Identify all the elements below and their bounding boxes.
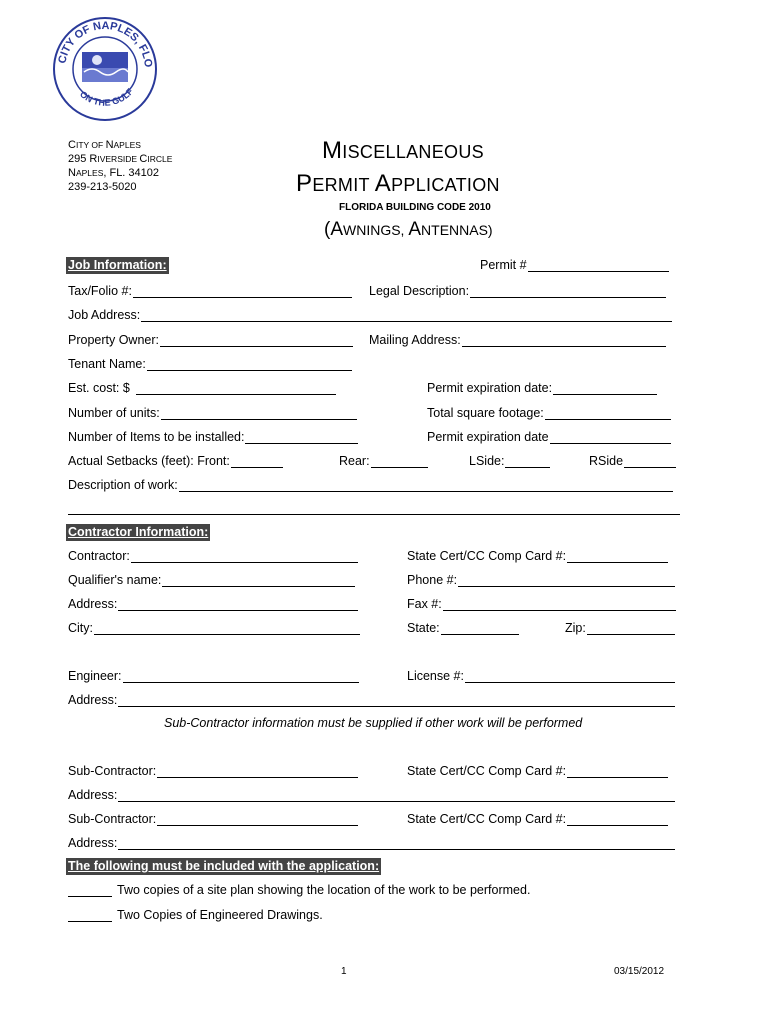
contractor-address-field[interactable] <box>68 597 358 611</box>
title-small: PPLICATION <box>391 175 500 195</box>
state-cert-line[interactable] <box>567 550 668 563</box>
contractor-line[interactable] <box>131 550 358 563</box>
qualifier-name-label: Qualifier's name: <box>68 573 162 587</box>
subcontractor-1-cert-field[interactable] <box>407 764 668 778</box>
property-owner-field[interactable] <box>68 333 353 347</box>
addr-small: IRCLE <box>147 154 173 164</box>
address-phone: 239-213-5020 <box>68 181 137 193</box>
state-label: State: <box>407 621 440 635</box>
permit-expiration-line-1[interactable] <box>553 382 657 395</box>
title-small: ISCELLANEOUS <box>342 142 484 162</box>
state-line[interactable] <box>441 622 519 635</box>
engineer-field[interactable] <box>68 669 359 683</box>
tax-folio-line[interactable] <box>133 285 352 298</box>
requirement-1-text: Two copies of a site plan showing the location of the work to be performed. <box>117 883 531 897</box>
tenant-name-label: Tenant Name: <box>68 357 146 371</box>
revision-date: 03/15/2012 <box>614 966 665 977</box>
qualifier-name-field[interactable] <box>68 573 355 587</box>
paren-small: NTENNAS) <box>421 222 493 238</box>
phone-label: Phone #: <box>407 573 458 587</box>
subcontractor-1-address-label: Address: <box>68 788 118 802</box>
addr-small: ITY OF <box>75 140 106 150</box>
engineer-line[interactable] <box>123 670 359 683</box>
addr-cap: 295 R <box>68 153 98 165</box>
property-owner-line[interactable] <box>160 334 353 347</box>
est-cost-field[interactable] <box>68 381 336 395</box>
state-cert-label: State Cert/CC Comp Card #: <box>407 549 567 563</box>
requirement-2-text: Two Copies of Engineered Drawings. <box>117 908 323 922</box>
subcontractor-2-cert-label: State Cert/CC Comp Card #: <box>407 812 567 826</box>
fax-line[interactable] <box>443 598 676 611</box>
addr-cap: C <box>68 139 76 151</box>
addr-text: , FL. 34102 <box>103 167 160 179</box>
addr-cap: C <box>139 153 148 165</box>
title-cap: M <box>322 137 343 164</box>
setbacks-rside-line[interactable] <box>624 455 676 468</box>
number-of-items-label: Number of Items to be installed: <box>68 430 245 444</box>
setbacks-front-label: Actual Setbacks (feet): Front: <box>68 454 230 468</box>
permit-expiration-label-2: Permit expiration date <box>427 430 549 444</box>
license-field[interactable] <box>407 669 675 683</box>
requirement-1-checkline[interactable] <box>68 884 112 897</box>
total-square-footage-line[interactable] <box>545 407 671 420</box>
seal-outer-text: CITY OF NAPLES, FLO <box>56 19 155 69</box>
subcontractor-2-field[interactable] <box>68 812 358 826</box>
title-cap: P <box>296 170 313 197</box>
addr-cap: N <box>105 139 114 151</box>
contractor-address-line[interactable] <box>118 598 358 611</box>
description-of-work-field[interactable] <box>68 478 673 492</box>
tenant-name-line[interactable] <box>147 358 352 371</box>
job-address-label: Job Address: <box>68 308 141 322</box>
subcontractor-note: Sub-Contractor information must be supplied if other work will be performed <box>164 716 583 730</box>
state-field[interactable] <box>407 621 519 635</box>
addr-small: APLES <box>75 168 104 178</box>
permit-type <box>324 219 493 241</box>
page-number: 1 <box>341 966 347 977</box>
city-line[interactable] <box>94 622 360 635</box>
permit-number-line[interactable] <box>528 259 669 272</box>
engineer-address-field[interactable] <box>68 693 675 707</box>
subcontractor-2-cert-line[interactable] <box>567 813 668 826</box>
requirement-item-2 <box>68 908 323 922</box>
license-line[interactable] <box>465 670 675 683</box>
subcontractor-1-label: Sub-Contractor: <box>68 764 157 778</box>
setbacks-lside-line[interactable] <box>505 455 550 468</box>
subcontractor-2-address-field[interactable] <box>68 836 675 850</box>
number-of-units-line[interactable] <box>161 407 357 420</box>
subcontractor-1-cert-line[interactable] <box>567 765 668 778</box>
requirement-2-checkline[interactable] <box>68 909 112 922</box>
permit-expiration-field-1[interactable] <box>427 381 657 395</box>
tax-folio-label: Tax/Folio #: <box>68 284 132 298</box>
subcontractor-2-cert-field[interactable] <box>407 812 668 826</box>
permit-expiration-label-1: Permit expiration date: <box>427 381 553 395</box>
est-cost-line[interactable] <box>136 382 336 395</box>
city-field[interactable] <box>68 621 360 635</box>
job-info-header: Job Information: <box>68 258 167 272</box>
subcontractor-1-address-line[interactable] <box>118 789 675 802</box>
setbacks-rear-field[interactable] <box>339 454 428 468</box>
requirement-item-1 <box>68 883 530 897</box>
addr-small: APLES <box>113 140 141 150</box>
subcontractor-1-address-field[interactable] <box>68 788 675 802</box>
title-cap: A <box>374 170 392 197</box>
subcontractor-1-line[interactable] <box>157 765 358 778</box>
permit-number-field[interactable] <box>480 258 669 272</box>
fax-label: Fax #: <box>407 597 442 611</box>
addr-cap: N <box>68 167 76 179</box>
setbacks-rside-label: RSide <box>589 454 624 468</box>
address-line-3 <box>68 166 159 180</box>
fax-field[interactable] <box>407 597 676 611</box>
setbacks-front-field[interactable] <box>68 454 283 468</box>
requirements-header: The following must be included with the application: <box>68 859 380 873</box>
zip-line[interactable] <box>587 622 675 635</box>
svg-text:ON THE GULF <box>78 86 135 108</box>
total-square-footage-field[interactable] <box>427 406 671 420</box>
legal-description-field[interactable] <box>369 284 666 298</box>
contractor-info-header: Contractor Information: <box>68 525 209 539</box>
number-of-units-field[interactable] <box>68 406 357 420</box>
title-small: ERMIT <box>312 175 375 195</box>
mailing-address-field[interactable] <box>369 333 666 347</box>
address-line-1 <box>68 138 141 152</box>
addr-small: IVERSIDE <box>97 154 140 164</box>
paren-cap: (A <box>324 219 343 240</box>
contractor-field[interactable] <box>68 549 358 563</box>
tenant-name-field[interactable] <box>68 357 352 371</box>
zip-label: Zip: <box>565 621 586 635</box>
setbacks-lside-field[interactable] <box>469 454 550 468</box>
setbacks-rside-field[interactable] <box>589 454 676 468</box>
phone-field[interactable] <box>407 573 675 587</box>
subcontractor-2-address-label: Address: <box>68 836 118 850</box>
legal-description-line[interactable] <box>470 285 666 298</box>
building-code: FLORIDA BUILDING CODE 2010 <box>339 202 491 213</box>
paren-cap: A <box>408 219 422 240</box>
phone-line[interactable] <box>458 574 675 587</box>
state-cert-field[interactable] <box>407 549 668 563</box>
est-cost-label: Est. cost: $ <box>68 381 130 395</box>
subcontractor-2-label: Sub-Contractor: <box>68 812 157 826</box>
city-label: City: <box>68 621 93 635</box>
qualifier-name-line[interactable] <box>162 574 355 587</box>
engineer-address-line[interactable] <box>118 694 675 707</box>
setbacks-lside-label: LSide: <box>469 454 505 468</box>
engineer-label: Engineer: <box>68 669 122 683</box>
subcontractor-1-cert-label: State Cert/CC Comp Card #: <box>407 764 567 778</box>
description-of-work-line-2[interactable] <box>68 514 680 515</box>
tax-folio-field[interactable] <box>68 284 352 298</box>
setbacks-rear-line[interactable] <box>371 455 428 468</box>
number-of-items-line[interactable] <box>245 431 358 444</box>
page-title-line-1 <box>322 137 484 165</box>
property-owner-label: Property Owner: <box>68 333 160 347</box>
setbacks-rear-label: Rear: <box>339 454 370 468</box>
permit-number-label: Permit # <box>480 258 527 272</box>
description-of-work-line[interactable] <box>179 479 673 492</box>
job-address-field[interactable] <box>68 308 672 322</box>
subcontractor-1-field[interactable] <box>68 764 358 778</box>
number-of-items-field[interactable] <box>68 430 358 444</box>
permit-expiration-line-2[interactable] <box>550 431 671 444</box>
contractor-address-label: Address: <box>68 597 118 611</box>
legal-description-label: Legal Description: <box>369 284 470 298</box>
description-of-work-label: Description of work: <box>68 478 178 492</box>
zip-field[interactable] <box>565 621 675 635</box>
page-title-line-2 <box>296 170 500 198</box>
total-square-footage-label: Total square footage: <box>427 406 544 420</box>
mailing-address-line[interactable] <box>462 334 666 347</box>
license-label: License #: <box>407 669 464 683</box>
city-seal <box>52 16 158 122</box>
subcontractor-2-line[interactable] <box>157 813 358 826</box>
permit-expiration-field-2[interactable] <box>427 430 671 444</box>
job-address-line[interactable] <box>141 309 672 322</box>
engineer-address-label: Address: <box>68 693 118 707</box>
paren-small: WNINGS, <box>343 222 409 238</box>
number-of-units-label: Number of units: <box>68 406 160 420</box>
mailing-address-label: Mailing Address: <box>369 333 461 347</box>
address-line-2 <box>68 152 172 166</box>
setbacks-front-line[interactable] <box>231 455 283 468</box>
seal-bottom-text: ON THE GULF <box>78 86 136 108</box>
subcontractor-2-address-line[interactable] <box>118 837 675 850</box>
contractor-label: Contractor: <box>68 549 130 563</box>
